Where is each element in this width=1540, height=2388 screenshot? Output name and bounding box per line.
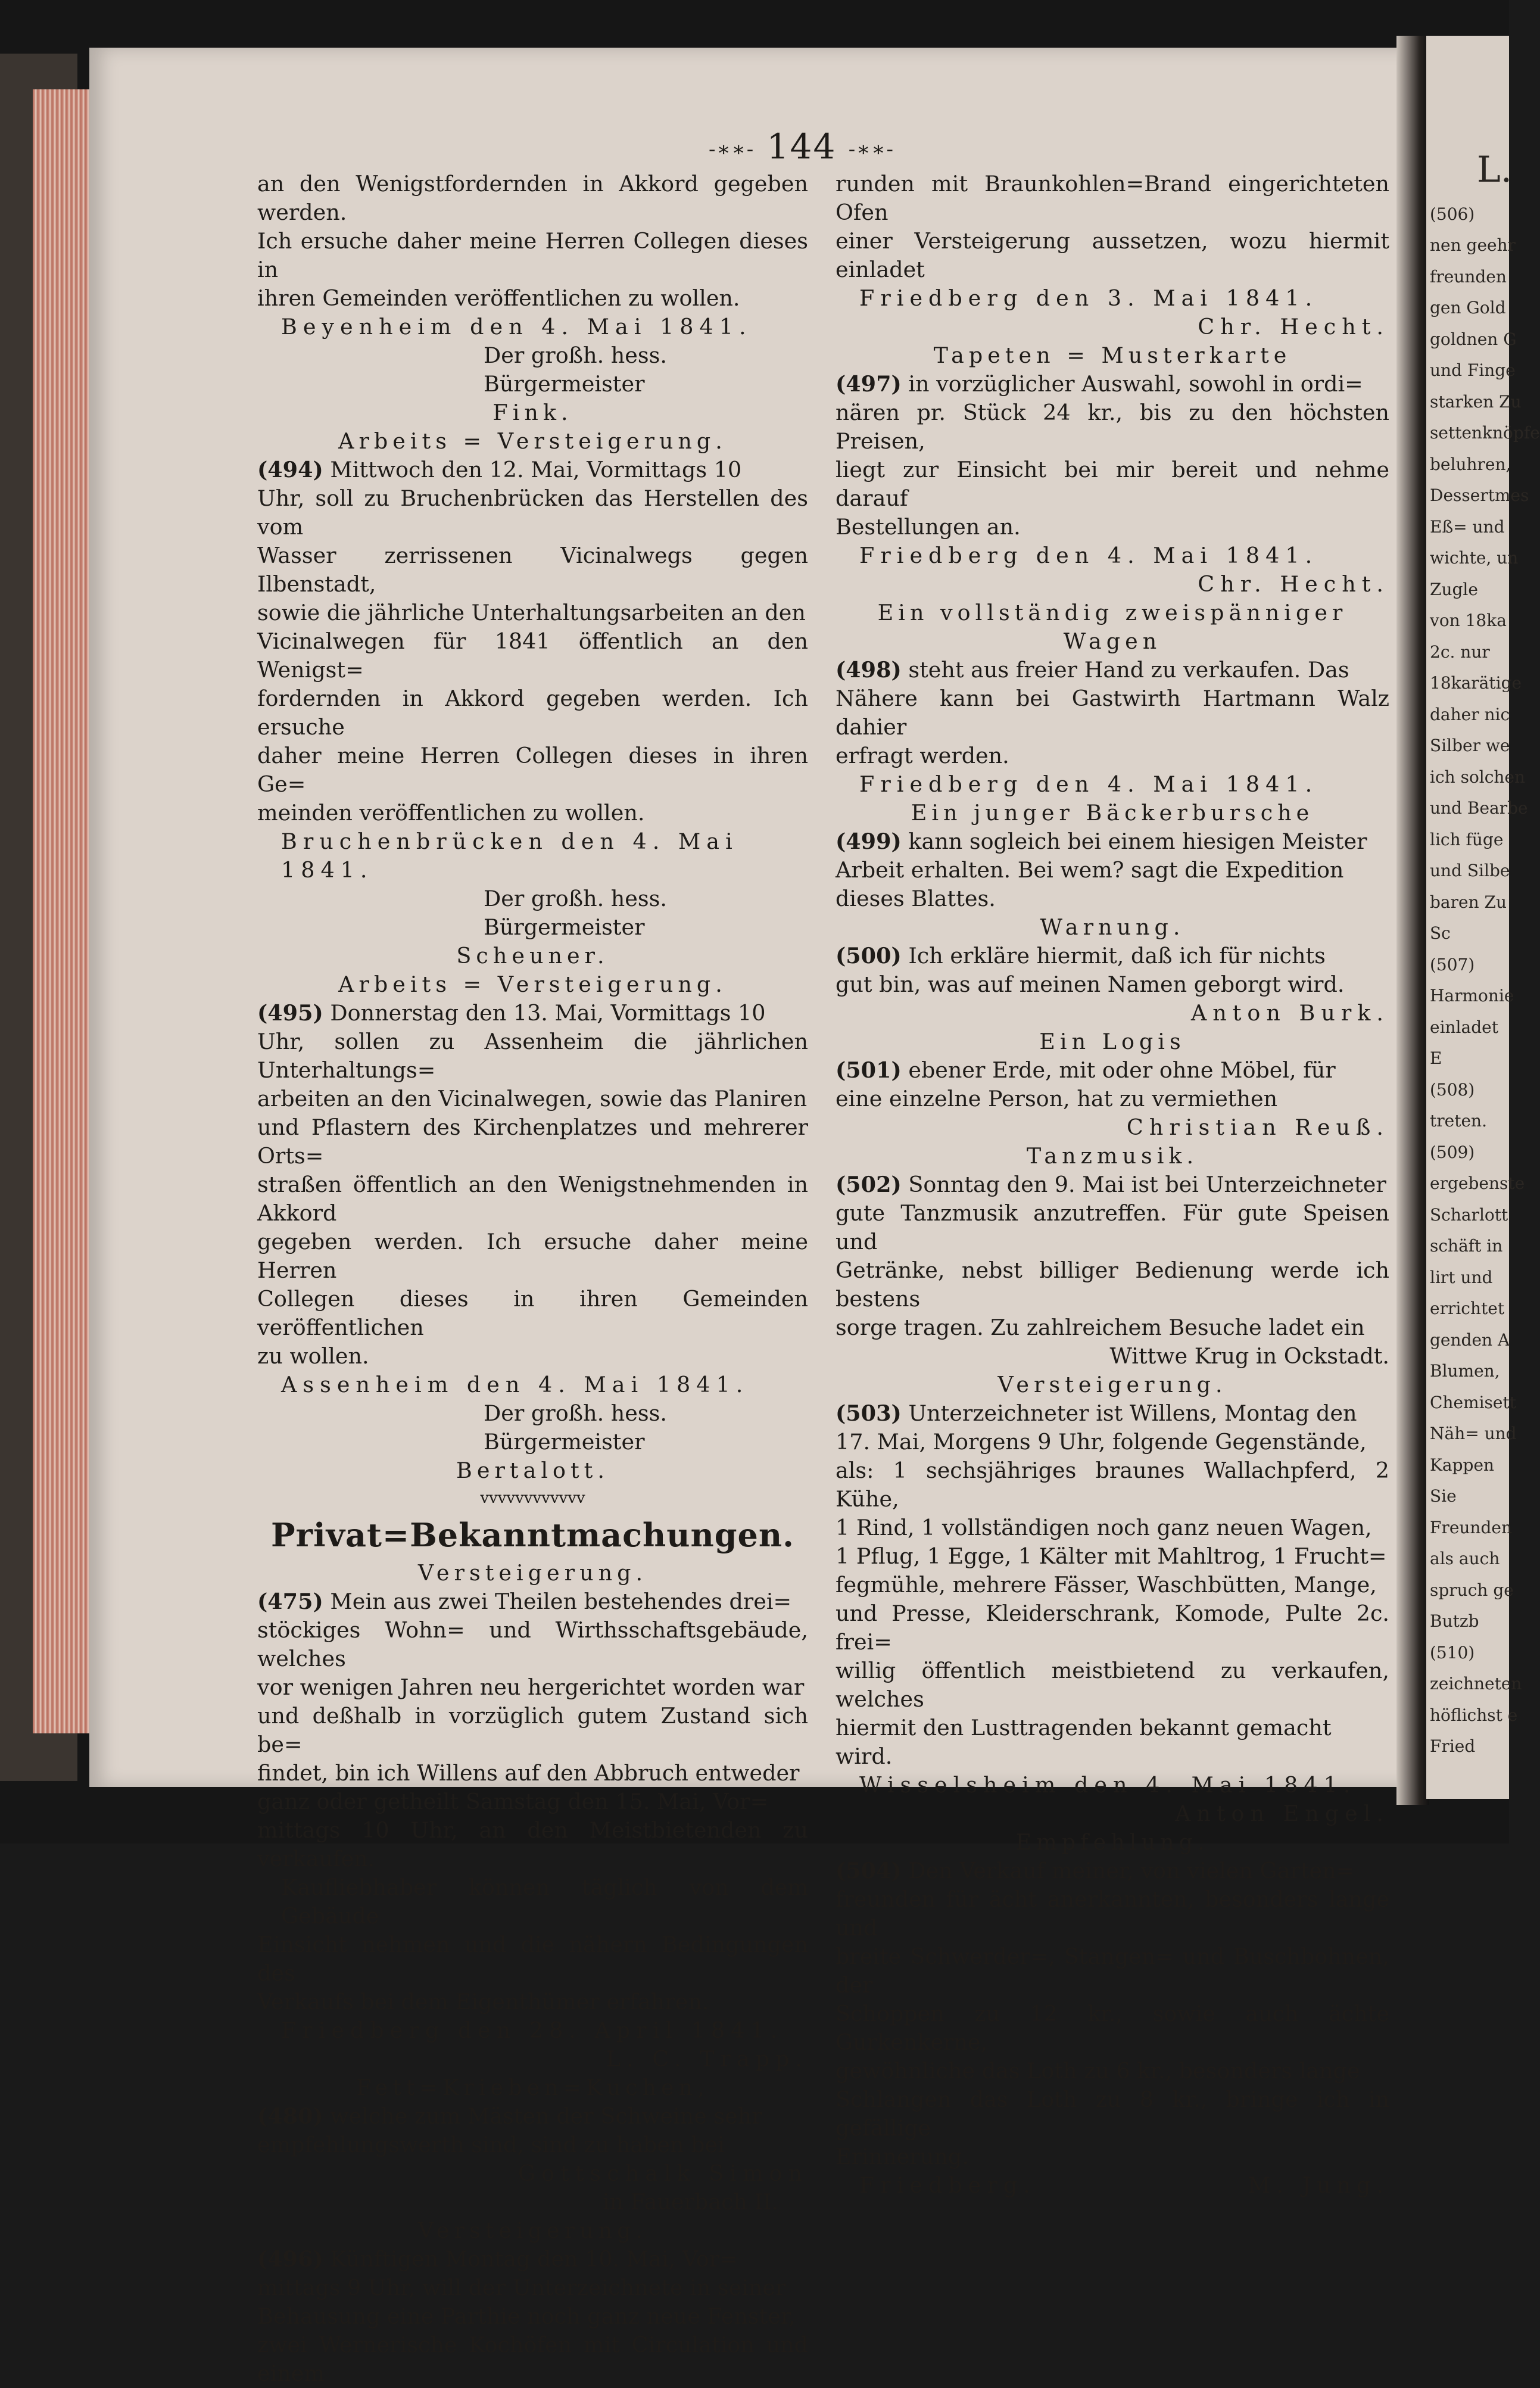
notice-498 — [836, 656, 1389, 684]
text-line: Donnerstag den 13. Mai, Vormittags 10 — [330, 1000, 766, 1026]
notice-heading: Ein vollständig zweispänniger Wagen — [877, 600, 1348, 654]
notice-number: (496) — [257, 2246, 323, 2272]
next-page-line: zeichneten — [1430, 1674, 1522, 1693]
text-line: straßen öffentlich an den Wenigstnehmenden in Akkord — [257, 1172, 808, 1226]
notice-number: (480) — [257, 2103, 323, 2129]
text-line: 1 Pflug, 1 Egge, 1 Kälter mit Mahltrog, 1 Frucht= — [836, 1543, 1387, 1569]
next-page-line: lich füge — [1430, 829, 1504, 849]
notice-number: (495) — [257, 1000, 323, 1026]
notice-475 — [257, 1587, 808, 1616]
next-page-line: (507) — [1430, 954, 1475, 974]
next-page-line: von 18ka — [1430, 611, 1507, 630]
text-line: Mein aus zwei Theilen bestehendes drei= — [330, 1589, 792, 1614]
next-page-line: ergebenste — [1430, 1173, 1525, 1193]
text-line: 17. Mai, Morgens 9 Uhr, folgende Gegenstände, — [836, 1429, 1367, 1455]
notice-497 — [836, 370, 1389, 398]
next-page-line: starken Zu — [1430, 391, 1522, 412]
next-page-line: nen geehr — [1430, 235, 1516, 255]
notice-503 — [836, 1399, 1389, 1428]
notice-heading: Tanzmusik. — [1026, 1143, 1199, 1169]
next-page-line: 18karätige — [1430, 673, 1522, 693]
next-page-line: (506) — [1430, 204, 1475, 224]
text-line: Collegen dieses in ihren Gemeinden veröffentlichen — [257, 1286, 808, 1340]
closing-line — [836, 2171, 1389, 2200]
text-line: in vorzüglicher Auswahl, sowohl in ordi= — [908, 371, 1363, 397]
next-page-line: (510) — [1430, 1642, 1475, 1662]
notice-heading: Ein junger Bäckerbursche — [911, 800, 1314, 826]
signature: Anton Burk. — [1190, 1000, 1389, 1026]
text-line: empfehlungswerth sind, sind zu haben bei — [257, 2132, 725, 2157]
place-date: Bruchenbrücken den 4. Mai 1841. — [281, 829, 738, 883]
text-line: Nähere kann bei Gastwirth Hartmann Walz dahier — [836, 686, 1389, 740]
next-page-line: Fried — [1430, 1736, 1476, 1756]
notice-heading: Warnung. — [1040, 914, 1185, 940]
notice-heading: Arbeits = Versteigerung. — [338, 972, 727, 997]
notice-number: (502) — [836, 1172, 902, 1197]
notice-heading: Versteigerung. — [997, 1372, 1227, 1397]
next-page-line: höflichst e — [1430, 1705, 1518, 1725]
notice-heading: Versteigerung. — [417, 2218, 648, 2243]
header-ornament-left: -∗∗- — [709, 137, 755, 161]
next-page-line: lirt und — [1430, 1267, 1493, 1287]
text-line: Wasser zerrissenen Vicinalwegs gegen Ilbenstadt, — [257, 543, 808, 597]
signature: Gottschalk Simon — [518, 2160, 808, 2186]
text-line: Einsicht nehmen und die nähern Bedingungen des — [257, 1932, 808, 1986]
next-page-line: Scharlott — [1430, 1204, 1508, 1225]
notice-number: (503) — [836, 1400, 902, 1426]
notice-501 — [836, 1056, 1389, 1085]
notice-number: (498) — [836, 657, 902, 683]
text-line: stöckiges Wohn= und Wirthsschaftsgebäude, welches — [257, 1617, 808, 1671]
text-line: Ich ersuche daher meine Herren Collegen dieses in — [257, 228, 808, 282]
next-page-line: als auch — [1430, 1549, 1500, 1568]
text-line: daher meine Herren Collegen dieses in ihren Ge= — [257, 743, 808, 797]
next-page-line: wichte, un — [1430, 548, 1519, 568]
notice-heading: Empfehlung. — [1015, 1829, 1209, 1855]
text-line: ebener Erde, mit oder ohne Möbel, für — [908, 1057, 1336, 1083]
next-page-line: Silber we — [1430, 736, 1510, 755]
text-line: vor wenigen Jahren neu hergerichtet worden war — [257, 1674, 805, 1700]
place-date: Friedberg den 4. Mai 1841. — [859, 771, 1318, 797]
ornamental-rule: vvvvvvvvvvvv — [480, 1489, 585, 1507]
text-line: an den Wenigstfordernden in Akkord gegeben werden. — [257, 171, 808, 225]
next-page-line: Zugle — [1430, 579, 1478, 599]
signature: Christian Reuß. — [1126, 1114, 1389, 1140]
notice-number: (499) — [836, 829, 902, 854]
next-page-line: errichtet — [1430, 1299, 1505, 1318]
text-line: sowie die jährliche Unterhaltungsarbeiten an den — [257, 600, 806, 625]
notice-heading: Ein Logis — [1039, 1029, 1186, 1054]
place-date: Assenheim den 4. Mai 1841. — [281, 1372, 749, 1397]
text-line: Mittwoch den 12. Mai, Vormittags 10 — [330, 457, 742, 482]
next-page-line: Harmonie — [1430, 986, 1514, 1005]
text-line: ihren Gemeinden veröffentlichen zu wollen. — [257, 285, 740, 311]
text-line: Uhr, sollen zu Assenheim die jährlichen Unterhaltungs= — [257, 1029, 808, 1083]
next-page-line: Eß= und — [1430, 516, 1505, 537]
next-page-line: und Bearbe — [1430, 798, 1528, 818]
text-line: zwei Wernerische Kochöfen mit Circulation und einem — [257, 2332, 808, 2386]
notice-number: (497) — [836, 371, 902, 397]
left-column — [257, 170, 808, 2388]
next-page-line: gen Gold — [1430, 298, 1506, 317]
text-line: kann sogleich bei einem hiesigen Meister — [908, 829, 1367, 854]
text-line: Verkaufs bei dem Eigenthümer erfahren. — [257, 1989, 709, 2015]
next-page-line: beluhren, — [1430, 454, 1511, 474]
text-line: gute Tanzmusik anzutreffen. Für gute Speisen und — [836, 1200, 1389, 1254]
notice-heading: Arbeits = Versteigerung. — [338, 428, 727, 454]
next-page-line: Sie — [1430, 1486, 1457, 1506]
header-ornament-right: -∗∗- — [848, 137, 894, 161]
notice-504 — [836, 1857, 1389, 1885]
right-column — [836, 170, 1389, 2200]
place-date: Wisselsheim den 4. Mai 1841. — [859, 1772, 1357, 1798]
page-edges — [33, 89, 95, 1733]
text-line: gut bin, was auf meinen Namen geborgt wird. — [836, 972, 1345, 997]
next-page-line: (509) — [1430, 1142, 1475, 1162]
notice-heading: Versteigerung. — [417, 1560, 648, 1586]
page-number: 144 — [766, 126, 837, 167]
signature: Der großh. hess. Bürgermeister — [484, 1400, 667, 1455]
text-line: Bestellungen an. — [836, 514, 1021, 540]
next-page-line: genden A — [1430, 1330, 1510, 1350]
text-line: Sonntag den 9. Mai ist bei Unterzeichneter — [908, 1172, 1386, 1197]
place-date: Beyenheim den 4. Mai 1841. — [281, 314, 752, 340]
signature: Chr. Hecht. — [1198, 571, 1389, 597]
text-line: Arbeit erhalten. Bei wem? sagt die Expedition — [836, 857, 1344, 883]
text-line: sorge tragen. Zu zahlreichem Besuche ladet ein — [836, 1315, 1365, 1340]
text-line: einer Versteigerung aussetzen, wozu hiermit einladet — [836, 228, 1389, 282]
page-header — [709, 126, 894, 167]
text-line: runden mit Braunkohlen=Brand eingerichteten Ofen — [836, 171, 1389, 225]
next-page-line: und Silbe — [1430, 861, 1510, 880]
next-page-line: L. — [1477, 149, 1512, 191]
text-line: ganz oder getheilt Samstag den 15. Mai, Vor= — [257, 1789, 769, 1814]
notice-number: (475) — [257, 1589, 323, 1614]
text-line: mittags 10 Uhr, an den Meistbietenden zu verkaufen. — [257, 1817, 808, 1872]
text-line: und Presse, Kleiderschrank, Komode, Pulte 2c. frei= — [836, 1601, 1389, 1655]
text-line: fordernden in Akkord gegeben werden. Ich ersuche — [257, 686, 808, 740]
next-page-line: Butzb — [1430, 1611, 1479, 1631]
text-line: gegeben werden. Ich ersuche daher meine Herren — [257, 1229, 808, 1283]
notice-heading: Tapeten = Musterkarte — [933, 343, 1292, 368]
notice-number: (501) — [836, 1057, 902, 1083]
signature: L. C. Trapp. — [606, 2046, 808, 2072]
text-line: Unterzeichneter ist Willens, Montag den — [908, 1400, 1357, 1426]
text-line: eine einzelne Person, hat zu vermiethen — [836, 1086, 1278, 1112]
notice-number: (500) — [836, 943, 902, 969]
place-date: Friedberg den 28. April 1841. — [281, 2017, 784, 2043]
notice-494 — [257, 456, 808, 484]
next-page-line: 2c. nur — [1430, 642, 1490, 662]
text-line: willig öffentlich meistbietend zu verkaufen, welches — [836, 1658, 1389, 1712]
next-page-line: freunden — [1430, 266, 1507, 287]
text-line: freunden für ächt anerkannten, besonders lange und — [836, 1886, 1389, 1941]
text-line: als: 1 sechsjähriges braunes Wallachpferd, 2 Kühe, — [836, 1458, 1389, 1512]
text-line: Getränke, nebst billiger Bedienung werde ich bestens — [836, 1257, 1389, 1312]
next-page-line: Dessertmes — [1430, 485, 1529, 505]
next-page-line: schäft in — [1430, 1236, 1503, 1256]
text-line: meinden veröffentlichen zu wollen. — [257, 800, 645, 826]
next-page-line: Freunden — [1430, 1517, 1512, 1537]
signature: M. Jung. — [1248, 2172, 1389, 2198]
text-line: 1 Rind, 1 vollständigen noch ganz neuen Wagen, — [836, 1515, 1372, 1540]
text-line: Ich erkläre hiermit, daß ich für nichts — [908, 943, 1326, 969]
text-line: nären pr. Stück 24 kr., bis zu den höchsten Preisen, — [836, 400, 1389, 454]
text-line: Uhr, soll zu Bruchenbrücken das Herstellen des vom — [257, 485, 808, 540]
text-line: breite Schwerder=, Stangen= und Buschbohnen, der — [836, 1944, 1389, 1998]
next-page-line: settenknöpfe — [1430, 423, 1540, 443]
text-line: liegt zur Einsicht bei mir bereit und nehme darauf — [836, 457, 1389, 511]
book-gutter — [1396, 36, 1429, 1805]
text-line: Kaufliebhaber können täglich von dem Gebäude — [281, 1875, 808, 1929]
notice-number: (494) — [257, 457, 323, 482]
next-page-line: daher nic — [1430, 704, 1510, 724]
place-date: Friedberg den 4. Mai 1841. — [859, 543, 1318, 568]
next-page-line: Näh= und — [1430, 1424, 1517, 1443]
text-line: welche zum Mästen der Schweine sehr — [330, 2103, 762, 2129]
text-line: Den Verkauf meiner, von vielen Garten= — [908, 1858, 1355, 1883]
next-page-line: baren Zu — [1430, 892, 1507, 912]
text-line: erfragt werden. — [836, 743, 1009, 768]
notice-495 — [257, 999, 808, 1028]
next-page-line: Chemisett — [1430, 1392, 1516, 1412]
next-page-line: spruch ge — [1430, 1580, 1514, 1600]
signature: Anton Engel. — [1174, 1801, 1389, 1826]
notice-500 — [836, 942, 1389, 970]
text-line: hiermit den Lusttragenden bekannt gemacht wird. — [836, 1715, 1332, 1769]
text-line: findet, bin ich Willens auf den Abbruch entweder — [257, 1760, 800, 1786]
text-line: Schlangen das Loth zu 8 kr., bringe ich in gefällige — [836, 2087, 1389, 2141]
next-page-line: treten. — [1430, 1111, 1487, 1131]
signature-name: Bertalott. — [456, 1458, 609, 1483]
notice-502 — [836, 1170, 1389, 1199]
place-date: Friedberg den 3. Mai 1841. — [859, 285, 1318, 311]
text-line: und deßhalb in vorzüglich gutem Zustand sich be= — [257, 1703, 808, 1757]
signature: Der großh. hess. Bürgermeister — [484, 886, 667, 940]
next-page-line: E — [1430, 1048, 1442, 1068]
notice-heading: Fett=Krieben=Kuchen, — [356, 2075, 709, 2100]
notice-499 — [836, 827, 1389, 856]
place-date: Friedberg. — [859, 2172, 1036, 2198]
section-title: Privat=Bekanntmachungen. — [271, 1516, 794, 1554]
next-page-line: (508) — [1430, 1079, 1475, 1100]
text-line: Künftigen Montag den 10. Mai, Vor= — [330, 2246, 738, 2272]
text-line: Erinnerung. — [836, 2144, 969, 2169]
next-page-line: goldnen G — [1430, 329, 1517, 349]
next-page-line: Kappen — [1430, 1455, 1495, 1475]
text-line: Schoppen zu 12 kr., sowie auch ächte Gurkenkerne, — [836, 2001, 1389, 2055]
text-line: mittags 9 Uhr, will der Unterzeichnete in seiner — [257, 2275, 786, 2300]
text-line: fegmühle, mehrere Fässer, Waschbütten, Mange, — [836, 1572, 1377, 1598]
text-line: dieses Blattes. — [836, 886, 996, 911]
text-line: Behausung eine Parthie noch ganz neue Fenster, — [257, 2303, 796, 2329]
next-page-line: Sc — [1430, 923, 1451, 943]
text-line: steht aus freier Hand zu verkaufen. Das — [908, 657, 1349, 683]
signature: Wittwe Krug in Ockstadt. — [1109, 1343, 1389, 1369]
signature-name: Fink. — [492, 400, 573, 425]
next-page-fragment — [1426, 36, 1540, 1799]
text-line: Vicinalwegen für 1841 öffentlich an den Wenigst= — [257, 628, 808, 683]
next-page-line: und Finge — [1430, 360, 1516, 380]
next-page-line: ich solchen — [1430, 767, 1526, 787]
signature: Chr. Hecht. — [1198, 314, 1389, 340]
notice-480 — [257, 2102, 808, 2131]
next-page-line: Blumen, — [1430, 1361, 1500, 1381]
signature: Der großh. hess. Bürgermeister — [484, 343, 667, 397]
text-line: arbeiten an den Vicinalwegen, sowie das Planiren — [257, 1086, 808, 1112]
next-page-line: einladet — [1430, 1017, 1498, 1037]
text-line: und Pflastern des Kirchenplatzes und mehrerer Orts= — [257, 1114, 808, 1169]
signature-name: Scheuner. — [456, 943, 609, 969]
text-line: zu wollen. — [257, 1343, 369, 1369]
signature-place: in Fauerbach II. — [603, 2189, 779, 2215]
notice-496 — [257, 2245, 808, 2274]
text-line: gewöhnliche das Loth zu 6 kr., besonders lange — [836, 2058, 1360, 2084]
notice-number: (504) — [836, 1858, 902, 1883]
